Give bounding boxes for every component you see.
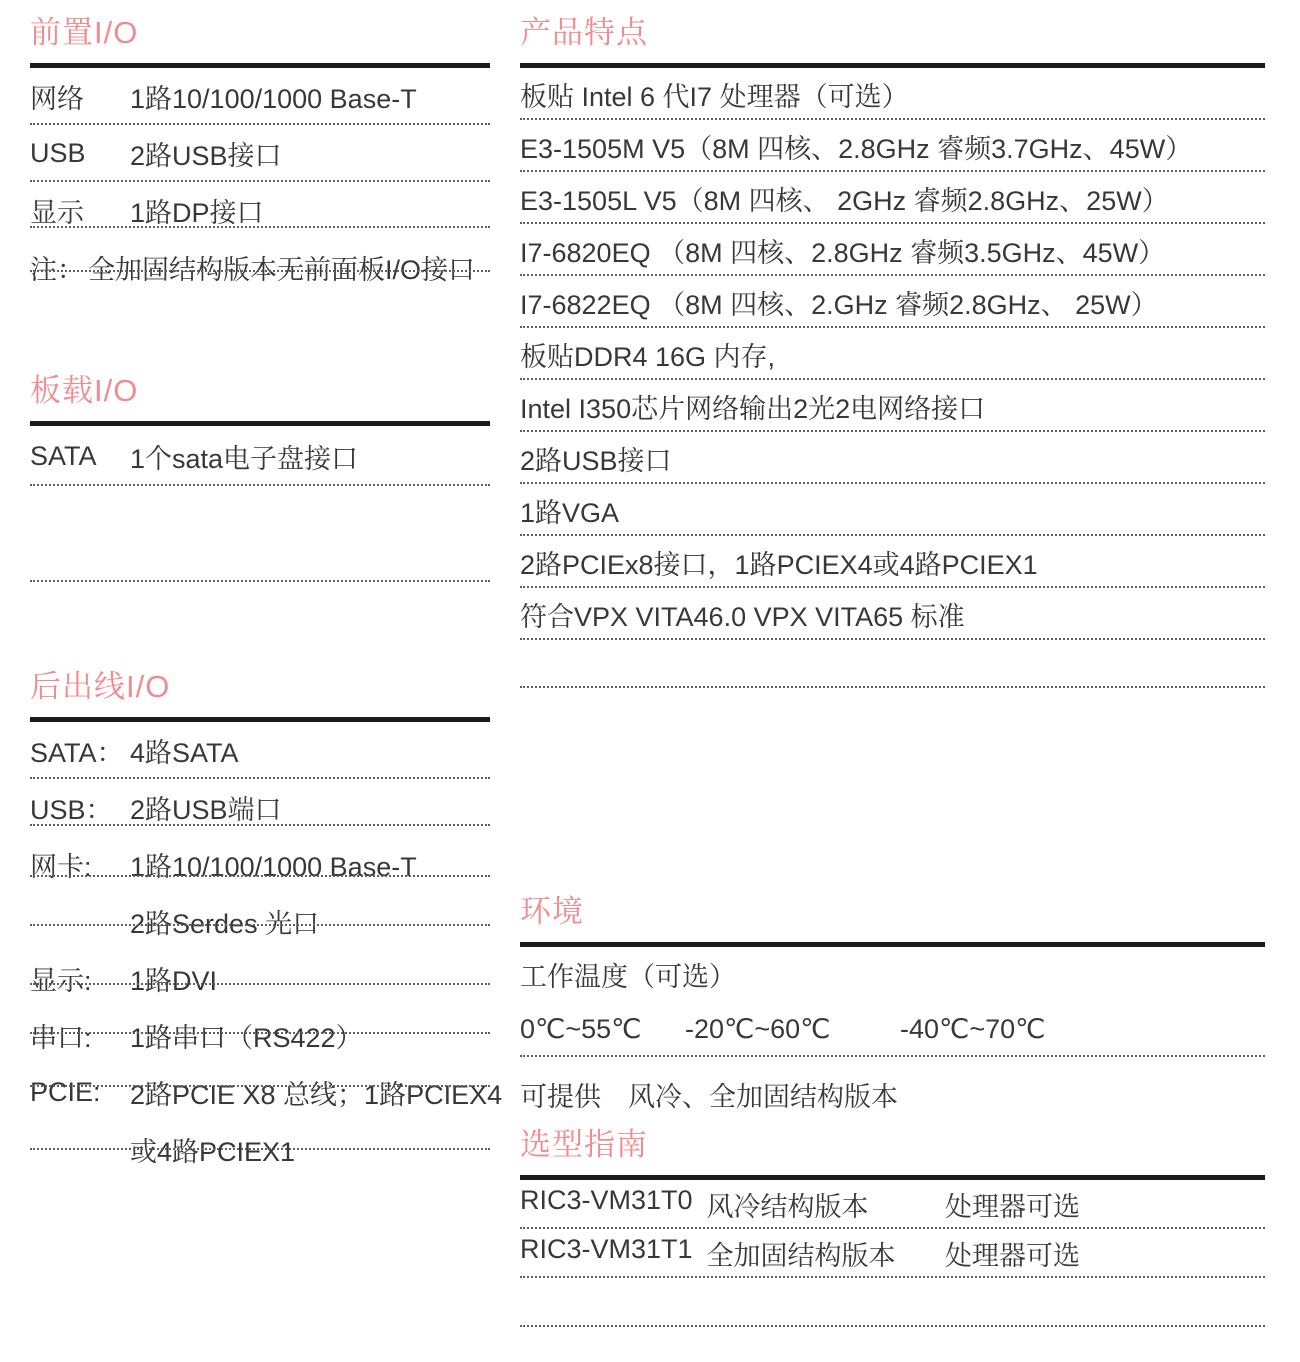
spec-value: 4路SATA [130,738,239,768]
front-io-rows [30,68,490,296]
spec-label: SATA [30,440,97,471]
spec-row [30,1007,490,1064]
section-title-features: 产品特点 [520,15,648,50]
feature-text: 板贴DDR4 16G 内存, [520,341,776,372]
model-info [520,1234,945,1273]
feature-row [520,276,1265,328]
feature-row [520,484,1265,536]
dotted-separator [520,686,1265,688]
cooling-note: 可提供 风冷、全加固结构版本 [520,1082,898,1112]
temp-options-row [520,1002,1265,1057]
spec-row-note [30,239,490,296]
model-variant: 风冷结构版本 [706,1192,869,1222]
feature-text: 符合VPX VITA46.0 VPX VITA65 标准 [520,601,965,632]
model-info [520,1185,945,1224]
model-row [520,1180,1265,1229]
work-temp-label: 工作温度（可选） [520,962,736,992]
spec-label: 显示 [30,198,84,228]
spec-label: USB： [30,795,113,825]
spec-label: 显示: [30,966,92,996]
rear-io-rows [30,722,503,1178]
spec-label: 串口: [30,1023,92,1053]
feature-row [520,172,1265,224]
model-row [520,1229,1265,1278]
feature-text: 板贴 Intel 6 代I7 处理器（可选） [520,81,909,112]
spec-value: 1路DP接口 [130,198,264,228]
feature-text: I7-6822EQ （8M 四核、2.GHz 睿频2.8GHz、 25W） [520,289,1158,320]
spec-value: 全加固结构版本无前面板I/O接口 [88,255,476,285]
dotted-separator [520,1325,1265,1327]
feature-text: 1路VGA [520,497,620,528]
section-features [520,14,1265,640]
feature-row [520,536,1265,588]
spec-label: 网卡: [30,852,92,882]
feature-text: 2路USB接口 [520,445,672,476]
environment-rows [520,947,1265,1122]
onboard-io-rows [30,426,490,486]
spec-value: 1路10/100/1000 Base-T [130,852,417,882]
feature-text: 2路PCIEx8接口，1路PCIEX4或4路PCIEX1 [520,549,1038,580]
spec-value: 1路串口（RS422） [130,1023,363,1053]
feature-row [520,588,1265,640]
feature-rows [520,68,1265,640]
spec-row-continuation [30,893,490,950]
spec-row [30,836,490,893]
section-title-front-io: 前置I/O [30,15,139,50]
spec-label: PCIE: [30,1077,101,1107]
cooling-note-row [520,1067,1265,1122]
section-selection-guide [520,1126,1265,1278]
spec-row [30,1064,503,1121]
section-rear-io [30,668,503,1178]
spec-row [30,125,490,182]
model-note: 处理器可选 [945,1241,1080,1271]
spec-row [30,722,490,779]
section-title-selection-guide: 选型指南 [520,1127,648,1162]
spec-value: 或4路PCIEX1 [130,1137,296,1167]
section-front-io [30,14,490,296]
spec-value: 2路PCIE X8 总线；1路PCIEX4 [130,1080,503,1110]
spec-row [30,182,490,239]
section-title-rear-io: 后出线I/O [30,669,171,704]
temp-option: 0℃~55℃ [520,1014,642,1044]
section-title-onboard-io: 板载I/O [30,373,139,408]
feature-row [520,224,1265,276]
selection-rows [520,1180,1265,1278]
temp-option: -40℃~70℃ [900,1014,1046,1044]
section-title-environment: 环境 [520,894,584,929]
dotted-separator [30,580,490,582]
work-temp-label-row [520,947,1265,1002]
feature-text: I7-6820EQ （8M 四核、2.8GHz 睿频3.5GHz、45W） [520,237,1166,268]
model-note: 处理器可选 [945,1192,1080,1222]
spec-row-continuation [30,1121,490,1178]
section-onboard-io [30,372,490,486]
feature-row [520,380,1265,432]
spec-row [30,779,490,836]
feature-row [520,120,1265,172]
spec-label: 网络 [30,84,84,114]
feature-text: E3-1505M V5（8M 四核、2.8GHz 睿频3.7GHz、45W） [520,133,1193,164]
section-environment [520,893,1265,1122]
spec-value: 2路USB端口 [130,795,282,825]
feature-text: E3-1505L V5（8M 四核、 2GHz 睿频2.8GHz、25W） [520,185,1169,216]
feature-row [520,328,1265,380]
spec-value: 1路10/100/1000 Base-T [130,84,417,114]
spec-value: 2路Serdes 光口 [130,909,320,939]
temp-option: -20℃~60℃ [685,1014,831,1044]
spec-row [30,426,490,486]
model-name: RIC3-VM31T0 [520,1185,693,1215]
feature-text: Intel I350芯片网络输出2光2电网络接口 [520,393,986,424]
spec-label: USB [30,138,86,168]
spec-row [30,950,490,1007]
spec-label: SATA： [30,738,124,768]
spec-value: 2路USB接口 [130,141,282,171]
spec-value: 1个sata电子盘接口 [130,443,359,474]
spec-label: 注： [30,255,84,285]
spec-value: 1路DVI [130,966,218,996]
feature-row [520,432,1265,484]
spec-row [30,68,490,125]
feature-row [520,68,1265,120]
model-variant: 全加固结构版本 [706,1241,896,1271]
model-name: RIC3-VM31T1 [520,1234,693,1264]
